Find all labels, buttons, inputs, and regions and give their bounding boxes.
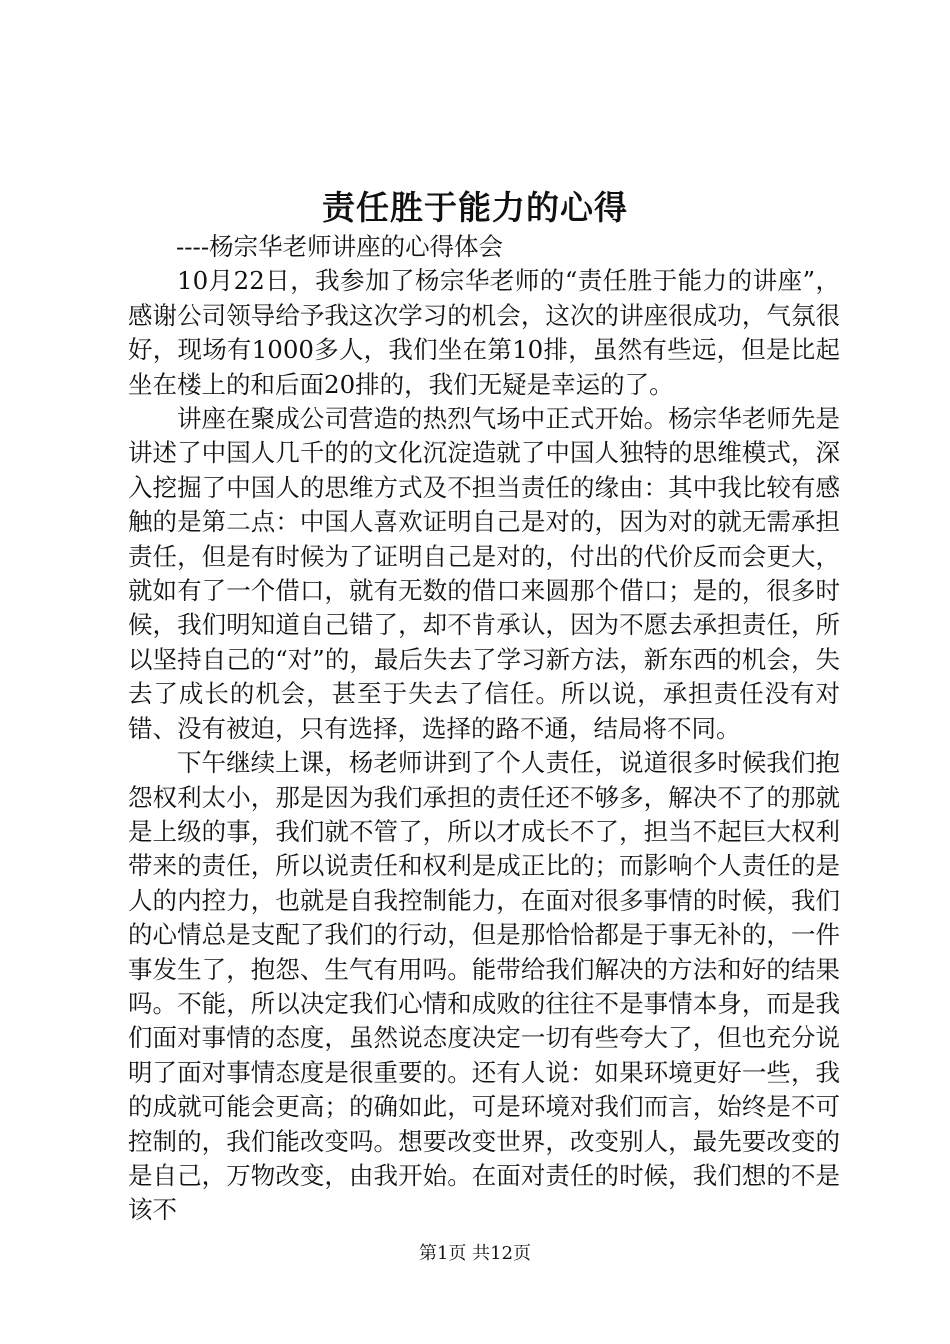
paragraph-2: 讲座在聚成公司营造的热烈气场中正式开始。杨宗华老师先是讲述了中国人几千的的文化沉淀造就了中国人独特的思维模式，深入挖掘了中国人的思维方式及不担当责任的缘由：其中我比较有感触的是第二点：中国人喜欢证明自己是对的，因为对的就无需承担责任，但是有时候为了证明自己是对的，付出的代价反而会更大，就如有了一个借口，就有无数的借口来圆那个借口；是的，很多时候，我们明知道自己错了，却不肯承认，因为不愿去承担责任，所以坚持自己的“对”的，最后失去了学习新方法，新东西的机会，失去了成长的机会，甚至于失去了信任。所以说，承担责任没有对错、没有被迫，只有选择，选择的路不通，结局将不同。: [128, 404, 840, 743]
page-number-footer: 第1页 共12页: [418, 1243, 532, 1264]
page-title: 责任胜于能力的心得: [322, 188, 628, 227]
subtitle: ----杨宗华老师讲座的心得体会: [176, 232, 504, 261]
paragraph-3: 下午继续上课，杨老师讲到了个人责任，说道很多时候我们抱怨权利太小，那是因为我们承担的责任还不够多，解决不了的那就是上级的事，我们就不管了，所以才成长不了，担当不起巨大权利带来的责任，所以说责任和权利是成正比的；而影响个人责任的是人的内控力，也就是自我控制能力，在面对很多事情的时候，我们的心情总是支配了我们的行动，但是那恰恰都是于事无补的，一件事发生了，抱怨、生气有用吗。能带给我们解决的方法和好的结果吗。不能，所以决定我们心情和成败的往往不是事情本身，而是我们面对事情的态度，虽然说态度决定一切有些夸大了，但也充分说明了面对事情态度是很重要的。还有人说：如果环境更好一些，我的成就可能会更高；的确如此，可是环境对我们而言，始终是不可控制的，我们能改变吗。想要改变世界，改变别人，最先要改变的是自己，万物改变，由我开始。在面对责任的时候，我们想的不是该不: [128, 748, 840, 1225]
paragraph-1: 10月22日，我参加了杨宗华老师的“责任胜于能力的讲座”，感谢公司领导给予我这次学习的机会，这次的讲座很成功，气氛很好，现场有1000多人，我们坐在第10排，虽然有些远，但是比起坐在楼上的和后面20排的，我们无疑是幸运的了。: [128, 266, 840, 399]
document-body: [128, 230, 840, 1228]
